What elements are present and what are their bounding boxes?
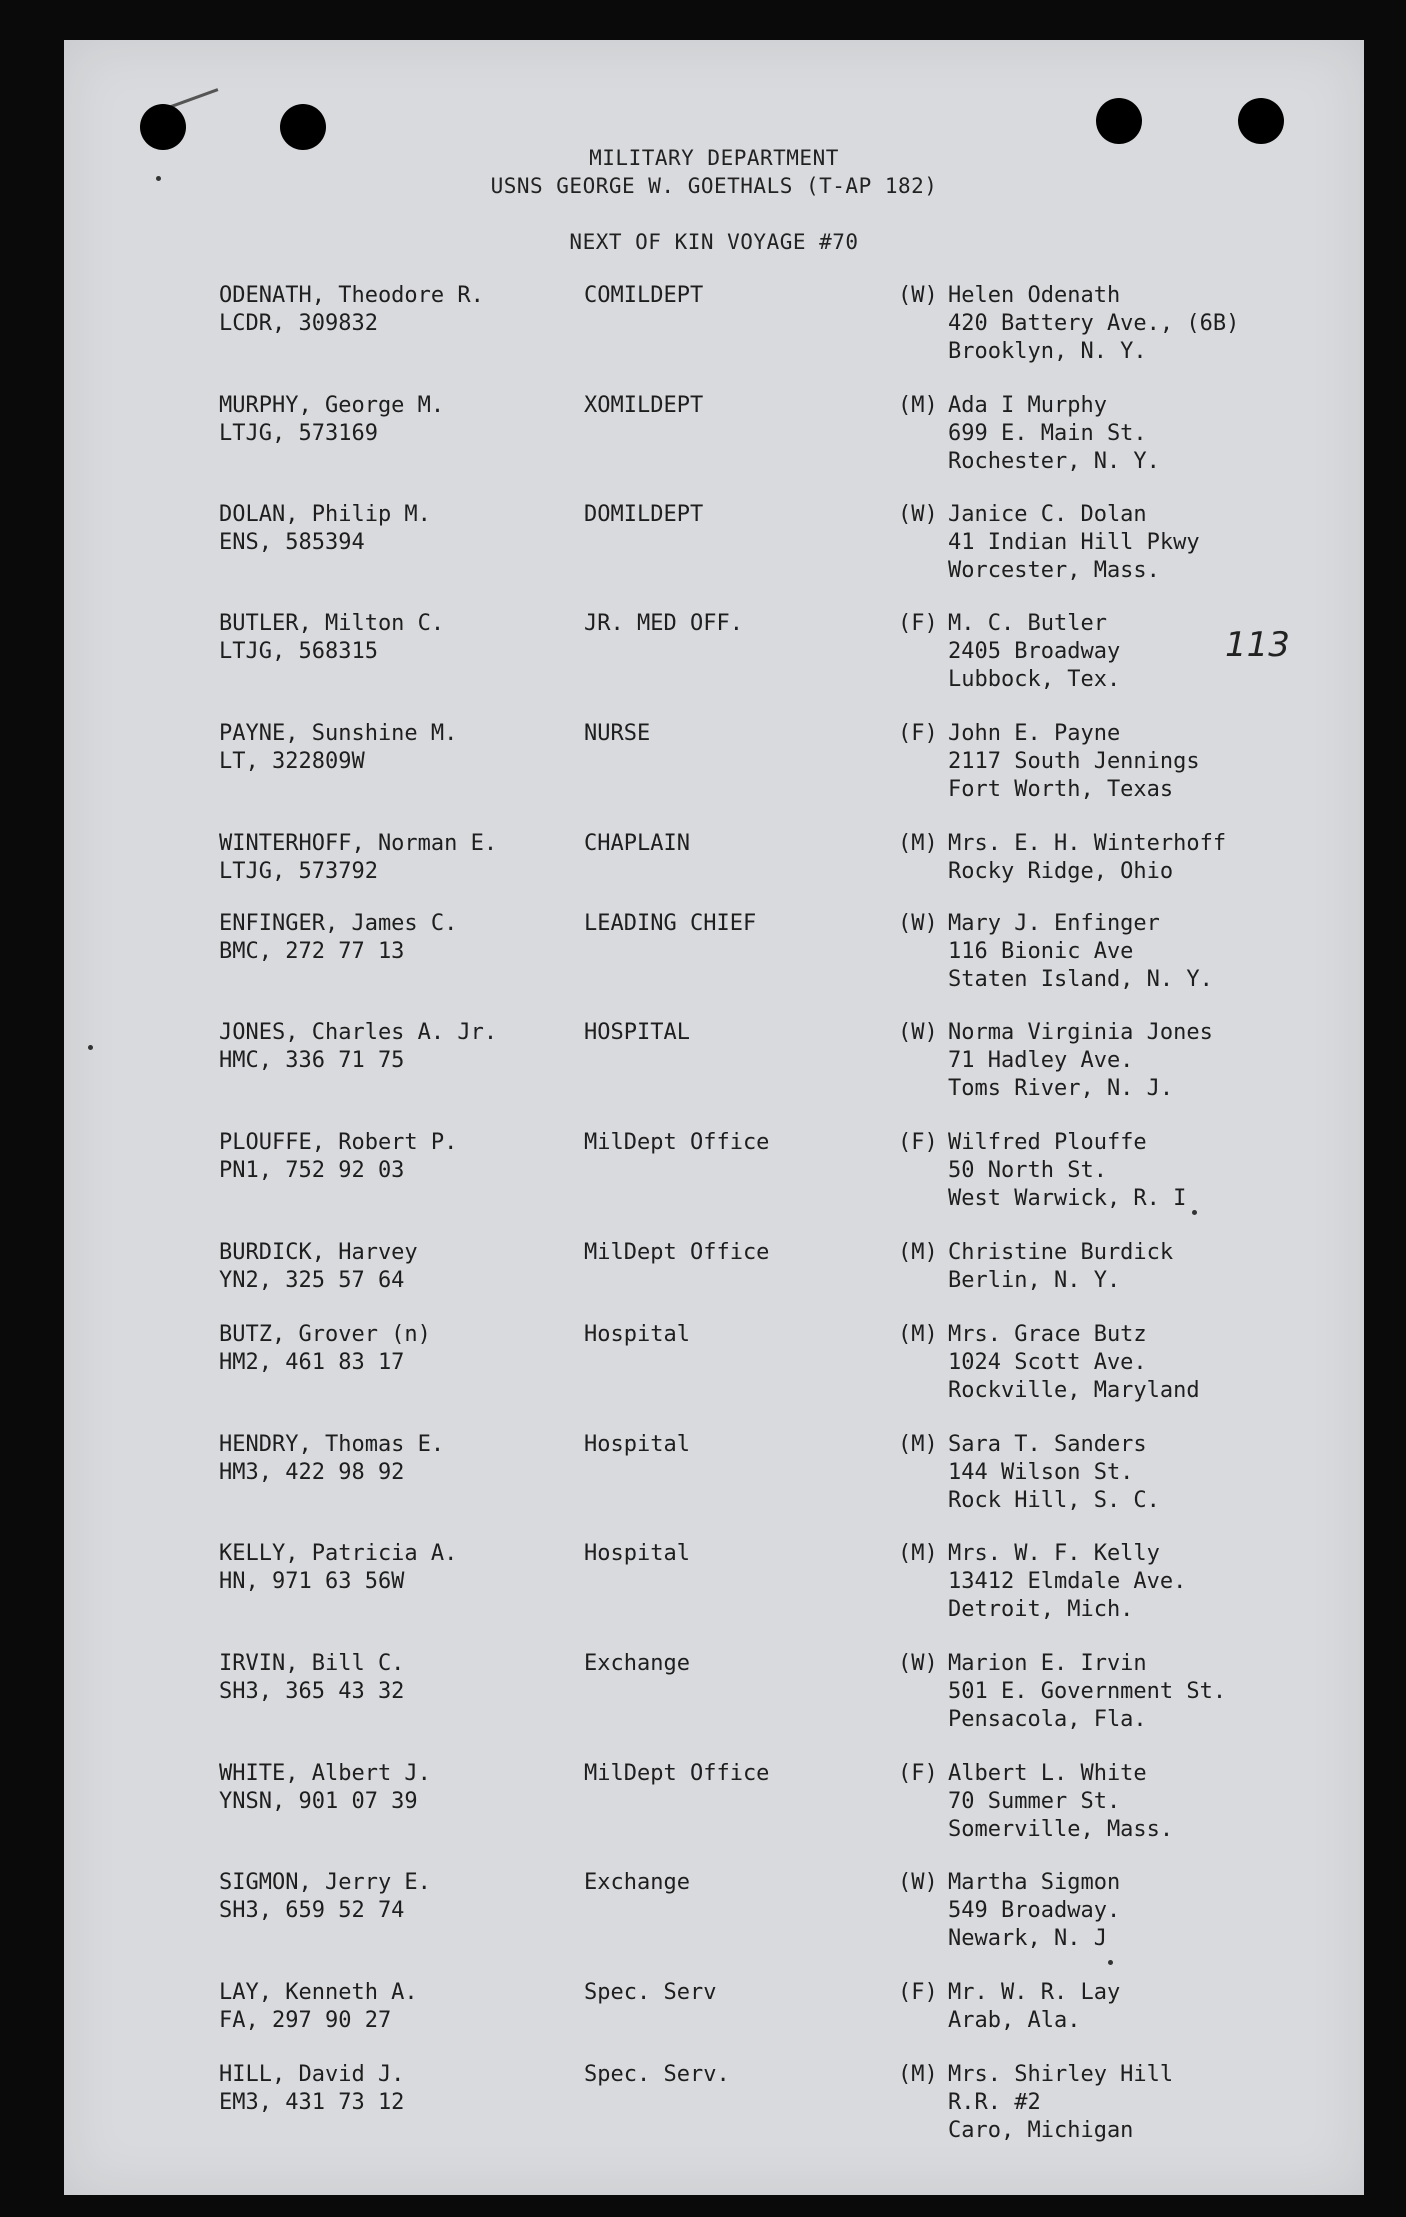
member-rank-service-number: HN, 971 63 56W (219, 1569, 405, 1594)
speck (1192, 1210, 1197, 1215)
kin-entry (64, 1650, 1364, 1750)
kin-entry (64, 1431, 1364, 1531)
kin-entry (64, 1869, 1364, 1969)
kin-address-line: Detroit, Mich. (948, 1597, 1134, 1622)
kin-address-block (948, 830, 1226, 886)
kin-address-line: Mrs. Grace Butz (948, 1322, 1147, 1347)
member-rank-service-number: EM3, 431 73 12 (219, 2090, 405, 2115)
member-rank-service-number: LTJG, 573792 (219, 859, 378, 884)
kin-address-line: R.R. #2 (948, 2090, 1041, 2115)
kin-address-line: Pensacola, Fla. (948, 1707, 1147, 1732)
member-column (219, 1431, 444, 1487)
kin-address-line: Marion E. Irvin (948, 1651, 1147, 1676)
member-name: HILL, David J. (219, 2062, 405, 2087)
member-department: DOMILDEPT (584, 502, 704, 527)
kin-address-line: Arab, Ala. (948, 2008, 1081, 2033)
kin-address-line: Wilfred Plouffe (948, 1130, 1147, 1155)
member-name: ODENATH, Theodore R. (219, 283, 484, 308)
member-name: PLOUFFE, Robert P. (219, 1130, 458, 1155)
kin-address-line: 41 Indian Hill Pkwy (948, 530, 1200, 555)
punch-hole-right-2 (1238, 98, 1284, 144)
kin-address-line: 50 North St. (948, 1158, 1107, 1183)
page-number: 113 (1225, 625, 1290, 665)
kin-relationship: (M) (898, 1240, 938, 1265)
kin-relationship: (F) (898, 611, 938, 636)
kin-address-line: Sara T. Sanders (948, 1432, 1147, 1457)
speck (156, 176, 161, 181)
kin-address-block (948, 1760, 1173, 1844)
kin-address-block (948, 610, 1120, 694)
kin-relationship: (F) (898, 1761, 938, 1786)
kin-address-line: 70 Summer St. (948, 1789, 1121, 1814)
kin-address-line: Mrs. W. F. Kelly (948, 1541, 1160, 1566)
member-column (219, 910, 457, 966)
kin-address-line: Albert L. White (948, 1761, 1147, 1786)
kin-address-line: Ada I Murphy (948, 393, 1107, 418)
kin-address-line: Mr. W. R. Lay (948, 1980, 1121, 2005)
kin-entry (64, 501, 1364, 601)
kin-relationship: (W) (898, 1020, 938, 1045)
kin-entry (64, 910, 1364, 1010)
kin-address-line: 71 Hadley Ave. (948, 1048, 1134, 1073)
kin-address-line: 144 Wilson St. (948, 1460, 1134, 1485)
member-column (219, 501, 431, 557)
kin-address-line: Caro, Michigan (948, 2118, 1134, 2143)
member-column (219, 1019, 497, 1075)
kin-address-line: 2117 South Jennings (948, 749, 1200, 774)
kin-address-line: Staten Island, N. Y. (948, 967, 1213, 992)
kin-relationship: (F) (898, 721, 938, 746)
member-column (219, 830, 497, 886)
member-column (219, 1760, 431, 1816)
member-department: Spec. Serv. (584, 2062, 730, 2087)
member-name: LAY, Kenneth A. (219, 1980, 418, 2005)
kin-address-line: Rockville, Maryland (948, 1378, 1200, 1403)
kin-relationship: (M) (898, 393, 938, 418)
member-department: Spec. Serv (584, 1980, 717, 2005)
kin-entry (64, 282, 1364, 382)
speck (88, 1045, 93, 1050)
header-ship: USNS GEORGE W. GOETHALS (T-AP 182) (490, 174, 938, 198)
member-name: BURDICK, Harvey (219, 1240, 418, 1265)
member-department: Exchange (584, 1651, 690, 1676)
punch-hole-left-2 (280, 104, 326, 150)
kin-address-line: Mary J. Enfinger (948, 911, 1160, 936)
kin-address-block (948, 1129, 1186, 1213)
member-department: NURSE (584, 721, 651, 746)
kin-address-line: Rocky Ridge, Ohio (948, 859, 1174, 884)
member-column (219, 1540, 457, 1596)
kin-address-block (948, 1321, 1200, 1405)
member-rank-service-number: SH3, 365 43 32 (219, 1679, 405, 1704)
member-rank-service-number: LCDR, 309832 (219, 311, 378, 336)
kin-address-line: Worcester, Mass. (948, 558, 1160, 583)
member-name: DOLAN, Philip M. (219, 502, 431, 527)
kin-relationship: (M) (898, 1541, 938, 1566)
member-department: HOSPITAL (584, 1020, 690, 1045)
kin-address-line: Mrs. Shirley Hill (948, 2062, 1174, 2087)
kin-address-line: 501 E. Government St. (948, 1679, 1227, 1704)
member-department: XOMILDEPT (584, 393, 704, 418)
kin-address-line: Berlin, N. Y. (948, 1268, 1121, 1293)
kin-relationship: (F) (898, 1980, 938, 2005)
kin-address-line: Mrs. E. H. Winterhoff (948, 831, 1227, 856)
member-rank-service-number: LTJG, 573169 (219, 421, 378, 446)
member-rank-service-number: FA, 297 90 27 (219, 2008, 392, 2033)
kin-entry (64, 392, 1364, 492)
kin-relationship: (W) (898, 502, 938, 527)
member-rank-service-number: HM2, 461 83 17 (219, 1350, 405, 1375)
member-department: Hospital (584, 1541, 690, 1566)
member-rank-service-number: LTJG, 568315 (219, 639, 378, 664)
kin-entry (64, 2061, 1364, 2161)
kin-address-block (948, 2061, 1173, 2145)
document-page (64, 40, 1364, 2195)
member-name: MURPHY, George M. (219, 393, 445, 418)
kin-address-block (948, 282, 1239, 366)
kin-address-block (948, 392, 1160, 476)
kin-relationship: (M) (898, 1322, 938, 1347)
kin-entry (64, 1321, 1364, 1421)
kin-address-line: Lubbock, Tex. (948, 667, 1121, 692)
kin-address-block (948, 1019, 1213, 1103)
member-column (219, 1650, 404, 1706)
kin-address-block (948, 501, 1200, 585)
kin-entry (64, 720, 1364, 820)
kin-address-block (948, 1650, 1226, 1734)
kin-relationship: (M) (898, 831, 938, 856)
kin-address-line: Rochester, N. Y. (948, 449, 1160, 474)
member-name: IRVIN, Bill C. (219, 1651, 405, 1676)
kin-address-line: 2405 Broadway (948, 639, 1121, 664)
kin-address-line: Christine Burdick (948, 1240, 1174, 1265)
member-column (219, 1869, 431, 1925)
kin-address-line: West Warwick, R. I (948, 1186, 1187, 1211)
member-name: BUTZ, Grover (n) (219, 1322, 431, 1347)
member-rank-service-number: PN1, 752 92 03 (219, 1158, 405, 1183)
kin-address-line: Helen Odenath (948, 283, 1121, 308)
kin-entry (64, 1129, 1364, 1229)
kin-address-line: 549 Broadway. (948, 1898, 1121, 1923)
member-rank-service-number: YNSN, 901 07 39 (219, 1789, 418, 1814)
member-rank-service-number: ENS, 585394 (219, 530, 365, 555)
kin-entry (64, 610, 1364, 710)
member-rank-service-number: BMC, 272 77 13 (219, 939, 405, 964)
member-rank-service-number: HM3, 422 98 92 (219, 1460, 405, 1485)
member-rank-service-number: LT, 322809W (219, 749, 365, 774)
kin-address-block (948, 720, 1200, 804)
kin-address-line: 420 Battery Ave., (6B) (948, 311, 1240, 336)
header-voyage: NEXT OF KIN VOYAGE #70 (569, 230, 859, 254)
member-column (219, 282, 484, 338)
kin-address-line: 699 E. Main St. (948, 421, 1147, 446)
member-column (219, 1129, 457, 1185)
member-name: WHITE, Albert J. (219, 1761, 431, 1786)
kin-address-line: Norma Virginia Jones (948, 1020, 1213, 1045)
member-column (219, 2061, 404, 2117)
kin-address-block (948, 1540, 1186, 1624)
kin-address-line: Fort Worth, Texas (948, 777, 1174, 802)
kin-relationship: (W) (898, 911, 938, 936)
kin-relationship: (W) (898, 1651, 938, 1676)
member-column (219, 392, 444, 448)
member-column (219, 1321, 431, 1377)
kin-relationship: (W) (898, 1870, 938, 1895)
member-column (219, 1239, 418, 1295)
kin-address-line: Martha Sigmon (948, 1870, 1121, 1895)
member-department: MilDept Office (584, 1761, 770, 1786)
kin-relationship: (W) (898, 283, 938, 308)
punch-hole-left-1 (140, 104, 186, 150)
kin-address-line: Rock Hill, S. C. (948, 1488, 1160, 1513)
member-name: BUTLER, Milton C. (219, 611, 445, 636)
kin-address-block (948, 910, 1213, 994)
member-column (219, 610, 444, 666)
member-department: CHAPLAIN (584, 831, 690, 856)
member-name: JONES, Charles A. Jr. (219, 1020, 498, 1045)
kin-address-block (948, 1239, 1173, 1295)
kin-address-line: Janice C. Dolan (948, 502, 1147, 527)
member-department: MilDept Office (584, 1240, 770, 1265)
member-rank-service-number: HMC, 336 71 75 (219, 1048, 405, 1073)
speck (1108, 1960, 1113, 1965)
kin-address-line: Brooklyn, N. Y. (948, 339, 1147, 364)
member-rank-service-number: SH3, 659 52 74 (219, 1898, 405, 1923)
punch-hole-right-1 (1096, 98, 1142, 144)
kin-address-line: M. C. Butler (948, 611, 1107, 636)
member-name: SIGMON, Jerry E. (219, 1870, 431, 1895)
member-department: LEADING CHIEF (584, 911, 757, 936)
kin-address-line: 1024 Scott Ave. (948, 1350, 1147, 1375)
kin-entry (64, 1760, 1364, 1860)
kin-entry (64, 1540, 1364, 1640)
member-department: JR. MED OFF. (584, 611, 743, 636)
member-department: Exchange (584, 1870, 690, 1895)
kin-address-line: 13412 Elmdale Ave. (948, 1569, 1187, 1594)
member-name: WINTERHOFF, Norman E. (219, 831, 498, 856)
kin-address-block (948, 1979, 1120, 2035)
kin-address-line: 116 Bionic Ave (948, 939, 1134, 964)
kin-relationship: (M) (898, 2062, 938, 2087)
member-department: Hospital (584, 1432, 690, 1457)
kin-address-block (948, 1431, 1160, 1515)
member-column (219, 720, 457, 776)
kin-address-block (948, 1869, 1120, 1953)
kin-address-line: Somerville, Mass. (948, 1817, 1174, 1842)
member-name: ENFINGER, James C. (219, 911, 458, 936)
member-rank-service-number: YN2, 325 57 64 (219, 1268, 405, 1293)
member-name: PAYNE, Sunshine M. (219, 721, 458, 746)
kin-address-line: Newark, N. J (948, 1926, 1107, 1951)
member-name: KELLY, Patricia A. (219, 1541, 458, 1566)
kin-entry (64, 1019, 1364, 1119)
member-department: COMILDEPT (584, 283, 704, 308)
kin-relationship: (F) (898, 1130, 938, 1155)
kin-address-line: Toms River, N. J. (948, 1076, 1174, 1101)
header-department: MILITARY DEPARTMENT (589, 146, 839, 170)
member-name: HENDRY, Thomas E. (219, 1432, 445, 1457)
kin-relationship: (M) (898, 1432, 938, 1457)
member-column (219, 1979, 418, 2035)
member-department: Hospital (584, 1322, 690, 1347)
kin-address-line: John E. Payne (948, 721, 1121, 746)
member-department: MilDept Office (584, 1130, 770, 1155)
